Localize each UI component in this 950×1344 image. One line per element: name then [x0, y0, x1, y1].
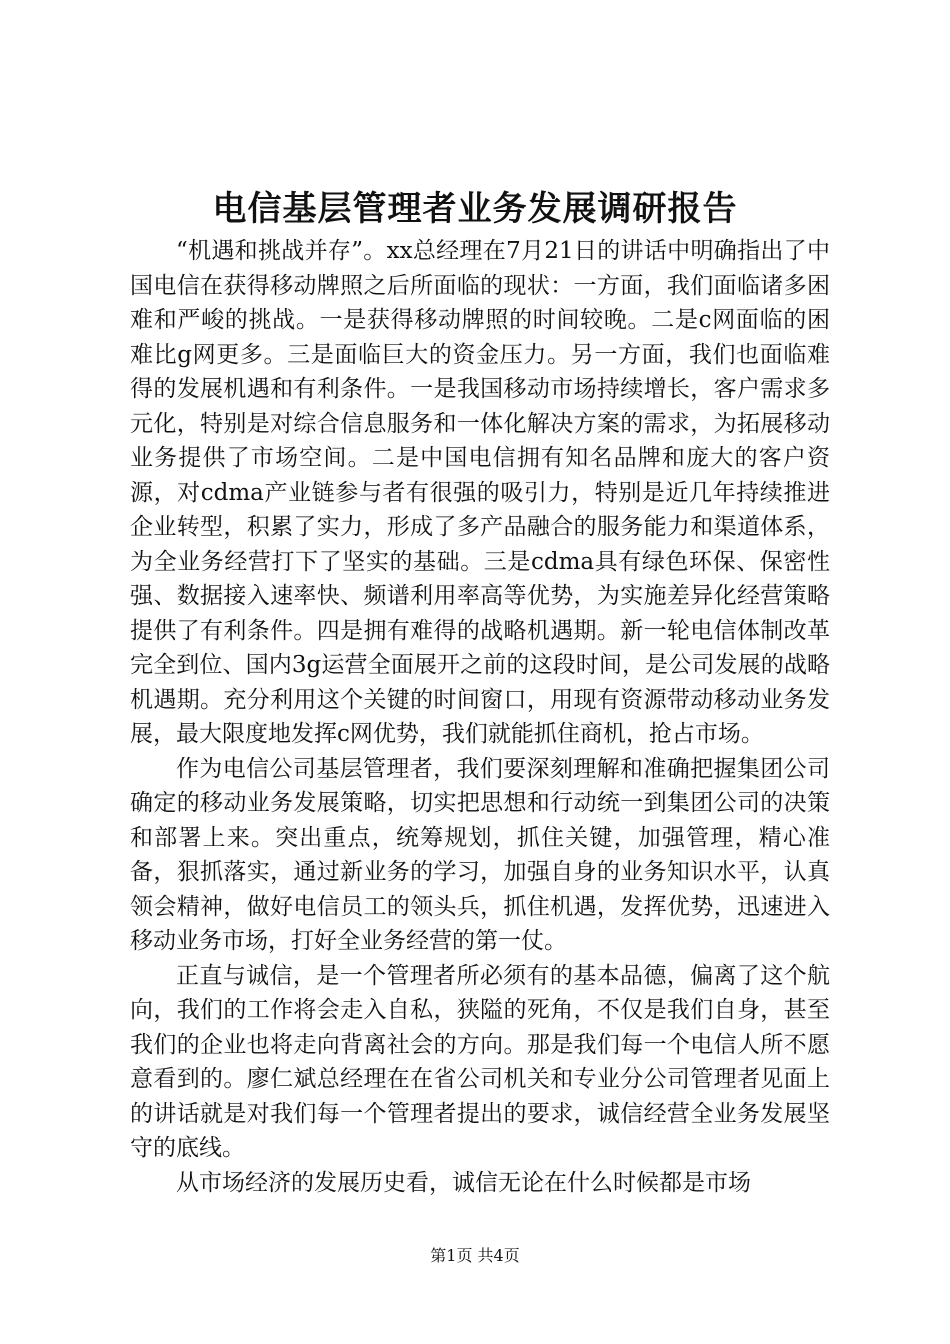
paragraph-3: 正直与诚信，是一个管理者所必须有的基本品德，偏离了这个航向，我们的工作将会走入自私，狭隘的死角，不仅是我们自身，甚至我们的企业也将走向背离社会的方向。那是我们每一个电信人所不愿意看到的。廖仁斌总经理在在省公司机关和专业分公司管理者见面上的讲话就是对我们每一个管理者提出的要求，诚信经营全业务发展坚守的底线。: [130, 962, 830, 1161]
page-footer: [0, 1244, 950, 1268]
document-body: [130, 234, 830, 1200]
paragraph-1: “机遇和挑战并存”。xx总经理在7月21日的讲话中明确指出了中国电信在获得移动牌照之后所面临的现状：一方面，我们面临诸多困难和严峻的挑战。一是获得移动牌照的时间较晚。二是c网面临的困难比g网更多。三是面临巨大的资金压力。另一方面，我们也面临难得的发展机遇和有利条件。一是我国移动市场持续增长，客户需求多元化，特别是对综合信息服务和一体化解决方案的需求，为拓展移动业务提供了市场空间。二是中国电信拥有知名品牌和庞大的客户资源，对cdma产业链参与者有很强的吸引力，特别是近几年持续推进企业转型，积累了实力，形成了多产品融合的服务能力和渠道体系，为全业务经营打下了坚实的基础。三是cdma具有绿色环保、保密性强、数据接入速率快、频谱利用率高等优势，为实施差异化经营策略提供了有利条件。四是拥有难得的战略机遇期。新一轮电信体制改革完全到位、国内3g运营全面展开之前的这段时间，是公司发展的战略机遇期。充分利用这个关键的时间窗口，用现有资源带动移动业务发展，最大限度地发挥c网优势，我们就能抓住商机，抢占市场。: [130, 238, 830, 747]
paragraph-4: 从市场经济的发展历史看，诚信无论在什么时候都是市场: [176, 1169, 751, 1196]
document-title: 电信基层管理者业务发展调研报告: [212, 189, 738, 229]
page-number-label: 第1页 共4页: [430, 1246, 520, 1265]
paragraph-2: 作为电信公司基层管理者，我们要深刻理解和准确把握集团公司确定的移动业务发展策略，切实把思想和行动统一到集团公司的决策和部署上来。突出重点，统筹规划，抓住关键，加强管理，精心准备，狠抓落实，通过新业务的学习，加强自身的业务知识水平，认真领会精神，做好电信员工的领头兵，抓住机遇，发挥优势，迅速进入移动业务市场，打好全业务经营的第一仗。: [130, 755, 830, 954]
